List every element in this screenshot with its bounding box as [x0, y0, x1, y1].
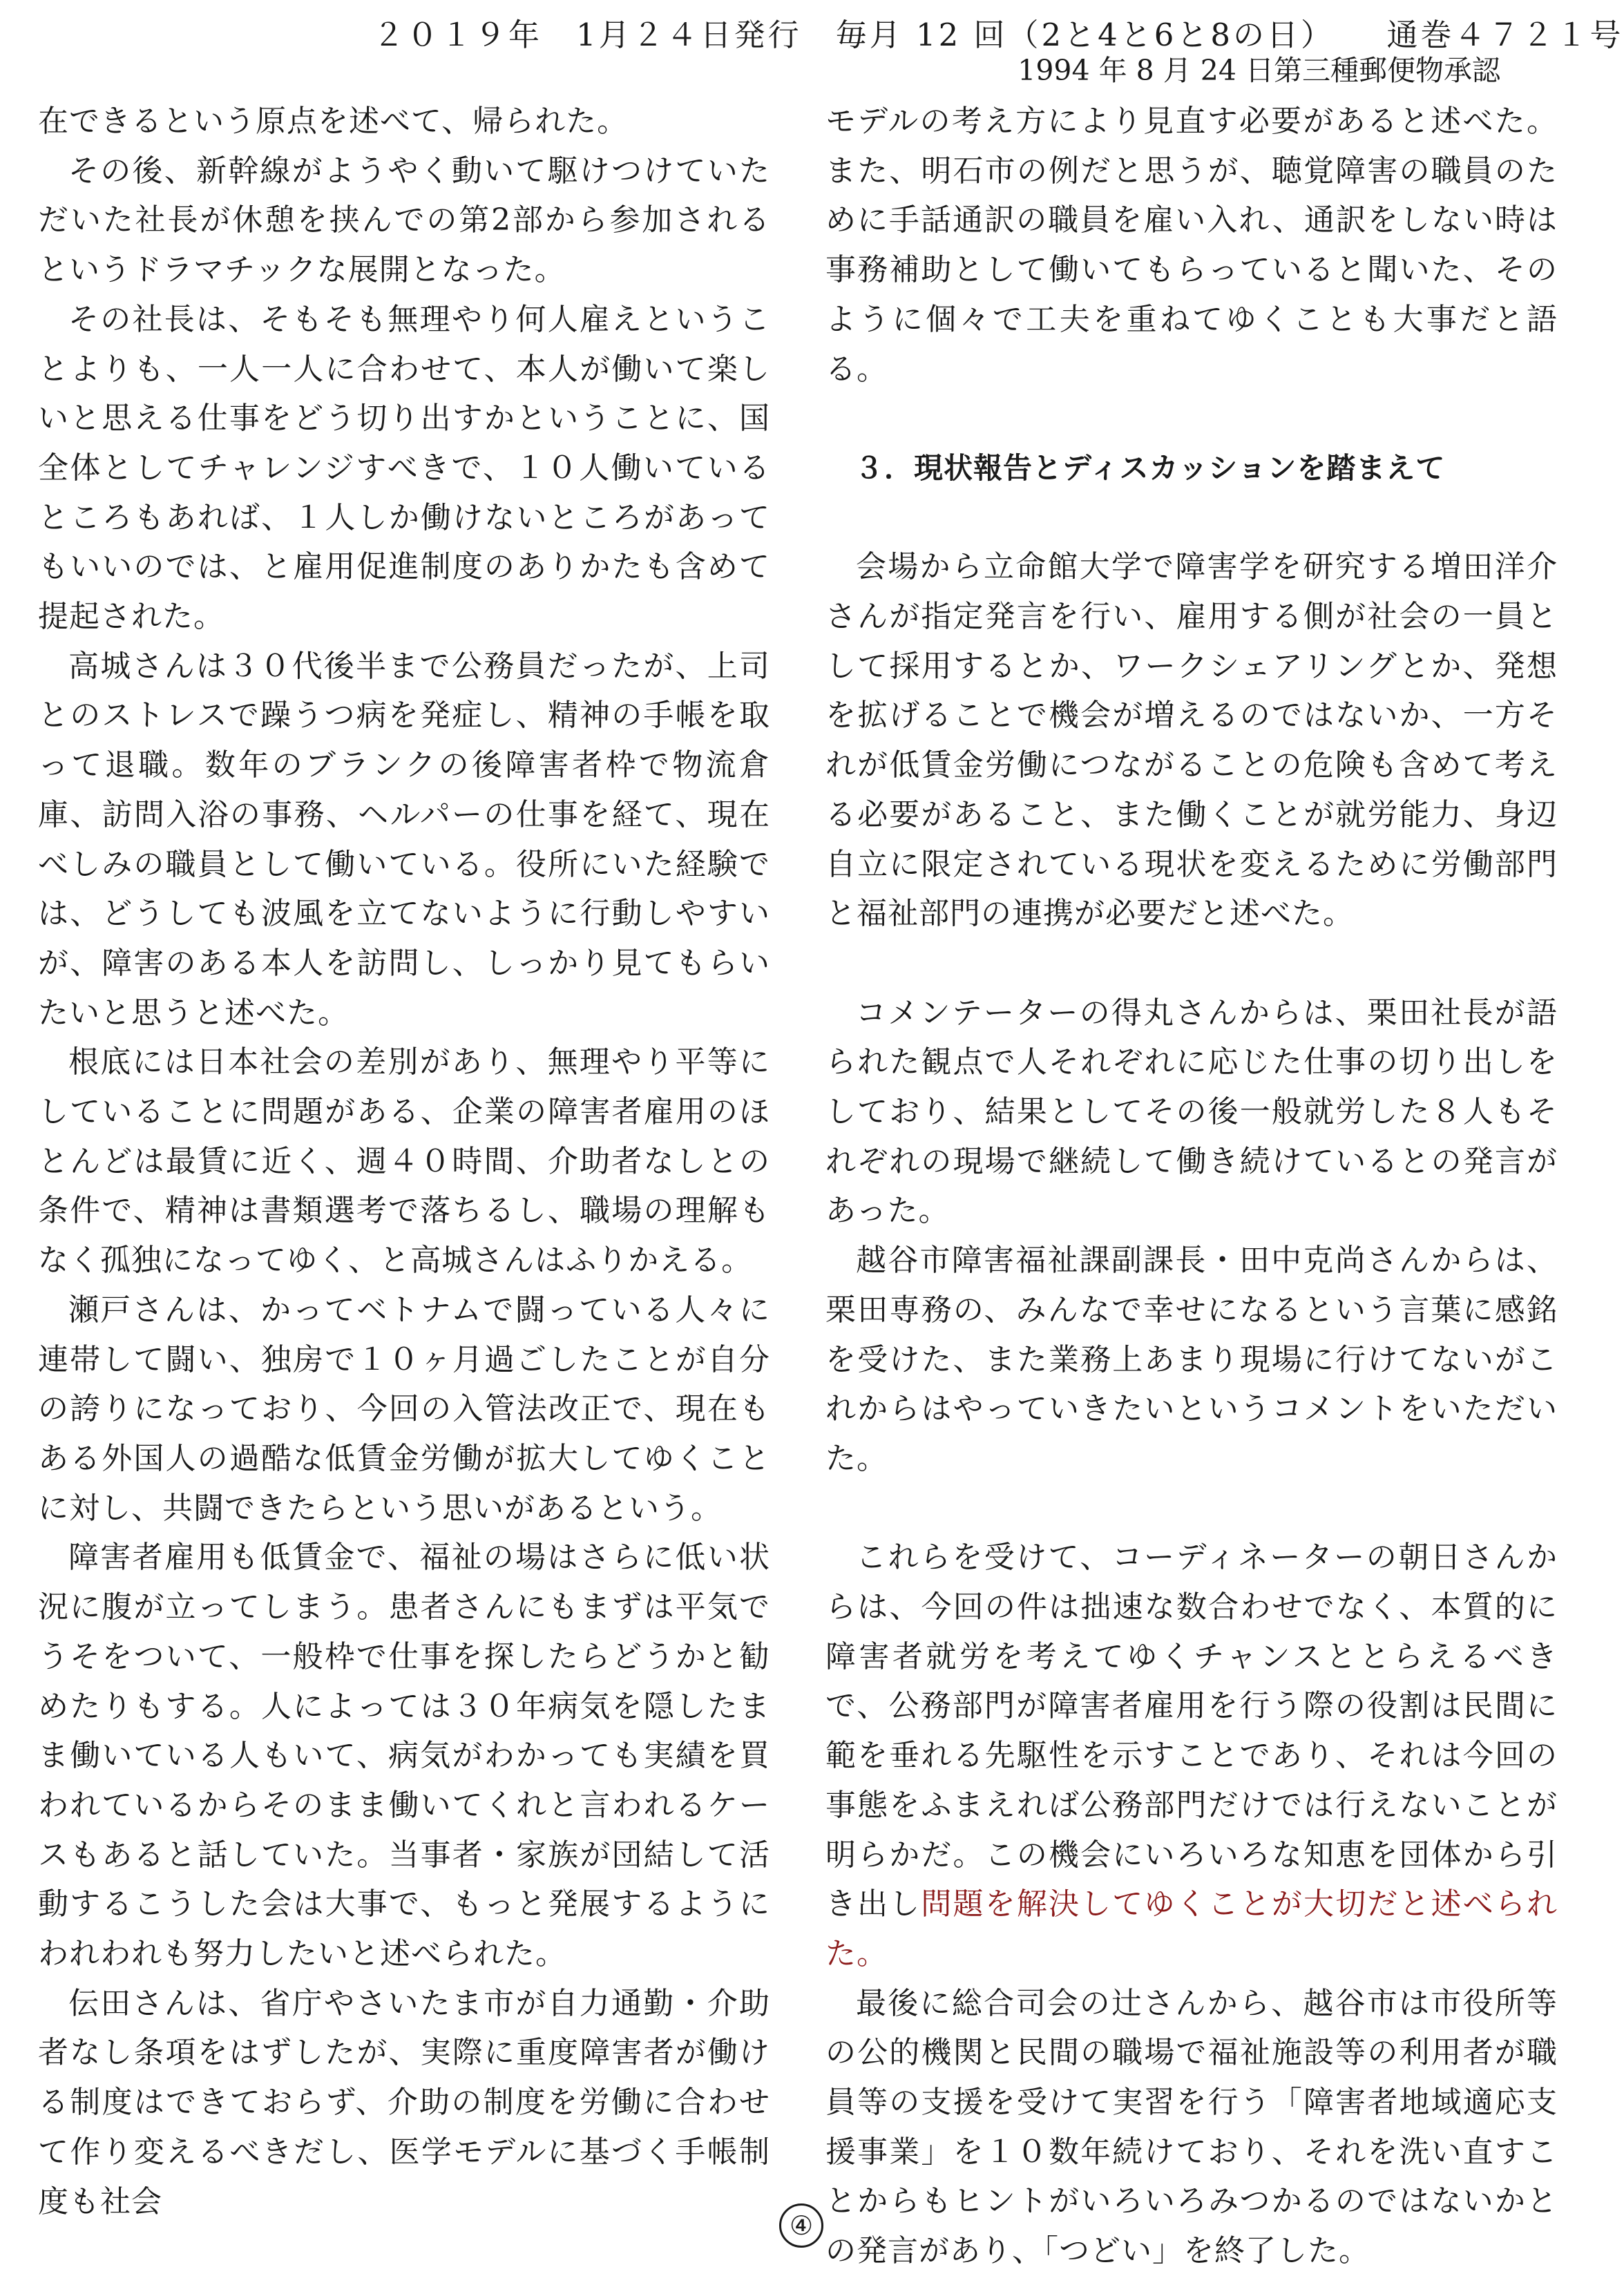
section-heading: ３．現状報告とディスカッションを踏まえて — [854, 450, 1446, 485]
right-paragraph-6: 最後に総合司会の辻さんから、越谷市は市役所等の公的機関と民間の職場で福祉施設等の利用者が職員等の支援を受けて実習を行う「障害者地域適応支援事業」を１０数年続けており、それを洗い直すことからもヒントがいろいろみつかるのではないかとの発言があり、「つどい」を終了した。 — [825, 1985, 1558, 2269]
left-column — [38, 97, 770, 2219]
page-number: ④ — [779, 2203, 823, 2248]
left-paragraph-3: その社長は、そもそも無理やり何人雇えということよりも、一人一人に合わせて、本人が働いて楽しいと思える仕事をどう切り出すかということに、国全体としてチャレンジすべきで、１０人働いているところもあれば、１人しか働けないところがあってもいいのでは、と雇用促進制度のありかたも含めて提起された。 — [38, 301, 770, 635]
left-paragraph-1: 在できるという原点を述べて、帰られた。 — [38, 104, 629, 139]
right-column — [825, 97, 1558, 2269]
right-paragraph-4: 越谷市障害福祉課副課長・田中克尚さんからは、栗田専務の、みんなで幸せになるという言葉に感銘を受けた、また業務上あまり現場に行けてないがこれからはやっていきたいというコメントをいただいた。 — [825, 1243, 1558, 1476]
right-paragraph-5-highlight: 問題を解決してゆくことが大切だと述べられた。 — [825, 1886, 1558, 1971]
right-paragraph-3: コメンテーターの得丸さんからは、栗田社長が語られた観点で人それぞれに応じた仕事の切り出しをしており、結果としてその後一般就労した８人もそれぞれの現場で継続して働き続けているとの発言があった。 — [825, 995, 1558, 1229]
right-paragraph-1: モデルの考え方により見直す必要があると述べた。また、明石市の例だと思うが、聴覚障害の職員のために手話通訳の職員を雇い入れ、通訳をしない時は事務補助として働いてもらっていると聞いた、そのように個々で工夫を重ねてゆくことも大事だと語る。 — [825, 104, 1558, 387]
left-paragraph-5: 根底には日本社会の差別があり、無理やり平等にしていることに問題がある、企業の障害者雇用のほとんどは最賃に近く、週４０時間、介助者なしとの条件で、精神は書類選考で落ちるし、職場の理解もなく孤独になってゆく、と高城さんはふりかえる。 — [38, 1044, 770, 1279]
left-paragraph-7: 障害者雇用も低賃金で、福祉の場はさらに低い状況に腹が立ってしまう。患者さんにもまずは平気でうそをついて、一般枠で仕事を探したらどうかと勧めたりもする。人によっては３０年病気を隠したまま働いている人もいて、病気がわかっても実績を買われているからそのまま働いてくれと言われるケースもあると話していた。当事者・家族が団結して活動するこうした会は大事で、もっと発展するようにわれわれも努力したいと述べられた。 — [38, 1540, 770, 1972]
left-paragraph-8: 伝田さんは、省庁やさいたま市が自力通勤・介助者なし条項をはずしたが、実際に重度障害者が働ける制度はできておらず、介助の制度を労働に合わせて作り変えるべきだし、医学モデルに基づく手帳制度も社会 — [38, 1985, 770, 2219]
header-issue-line: ２０１９年 1月２４日発行 毎月 12 回（2と4と6と8の日） 通巻４７２１号 — [373, 17, 1624, 53]
left-paragraph-6: 瀬戸さんは、かってベトナムで闘っている人々に連帯して闘い、独房で１０ヶ月過ごしたことが自分の誇りになっており、今回の入管法改正で、現在もある外国人の過酷な低賃金労働が拡大してゆくことに対し、共闘できたらという思いがあるという。 — [38, 1292, 770, 1526]
right-paragraph-2: 会場から立命館大学で障害学を研究する増田洋介さんが指定発言を行い、雇用する側が社会の一員として採用するとか、ワークシェアリングとか、発想を拡げることで機会が増えるのではないか、一方それが低賃金労働につながることの危険も含めて考える必要があること、また働くことが就労能力、身辺自立に限定されている現状を変えるために労働部門と福祉部門の連携が必要だと述べた。 — [825, 549, 1558, 932]
right-paragraph-5 — [825, 1533, 1558, 1978]
header-postal-approval: 1994 年 8 月 24 日第三種郵便物承認 — [1018, 54, 1500, 87]
right-paragraph-5-main: これらを受けて、コーディネーターの朝日さんからは、今回の件は拙速な数合わせでなく、本質的に障害者就労を考えてゆくチャンスととらえるべきで、公務部門が障害者雇用を行う際の役割は民間に範を垂れる先駆性を示すことであり、それは今回の事態をふまえれば公務部門だけでは行えないことが明らかだ。この機会にいろいろな知恵を団体から引き出し — [825, 1540, 1558, 1922]
left-paragraph-4: 高城さんは３０代後半まで公務員だったが、上司とのストレスで躁うつ病を発症し、精神の手帳を取って退職。数年のブランクの後障害者枠で物流倉庫、訪問入浴の事務、ヘルパーの仕事を経て、現在べしみの職員として働いている。役所にいた経験では、どうしても波風を立てないように行動しやすいが、障害のある本人を訪問し、しっかり見てもらいたいと思うと述べた。 — [38, 648, 770, 1031]
left-paragraph-2: その後、新幹線がようやく動いて駆けつけていただいた社長が休憩を挟んでの第2部から参加されるというドラマチックな展開となった。 — [38, 153, 770, 288]
